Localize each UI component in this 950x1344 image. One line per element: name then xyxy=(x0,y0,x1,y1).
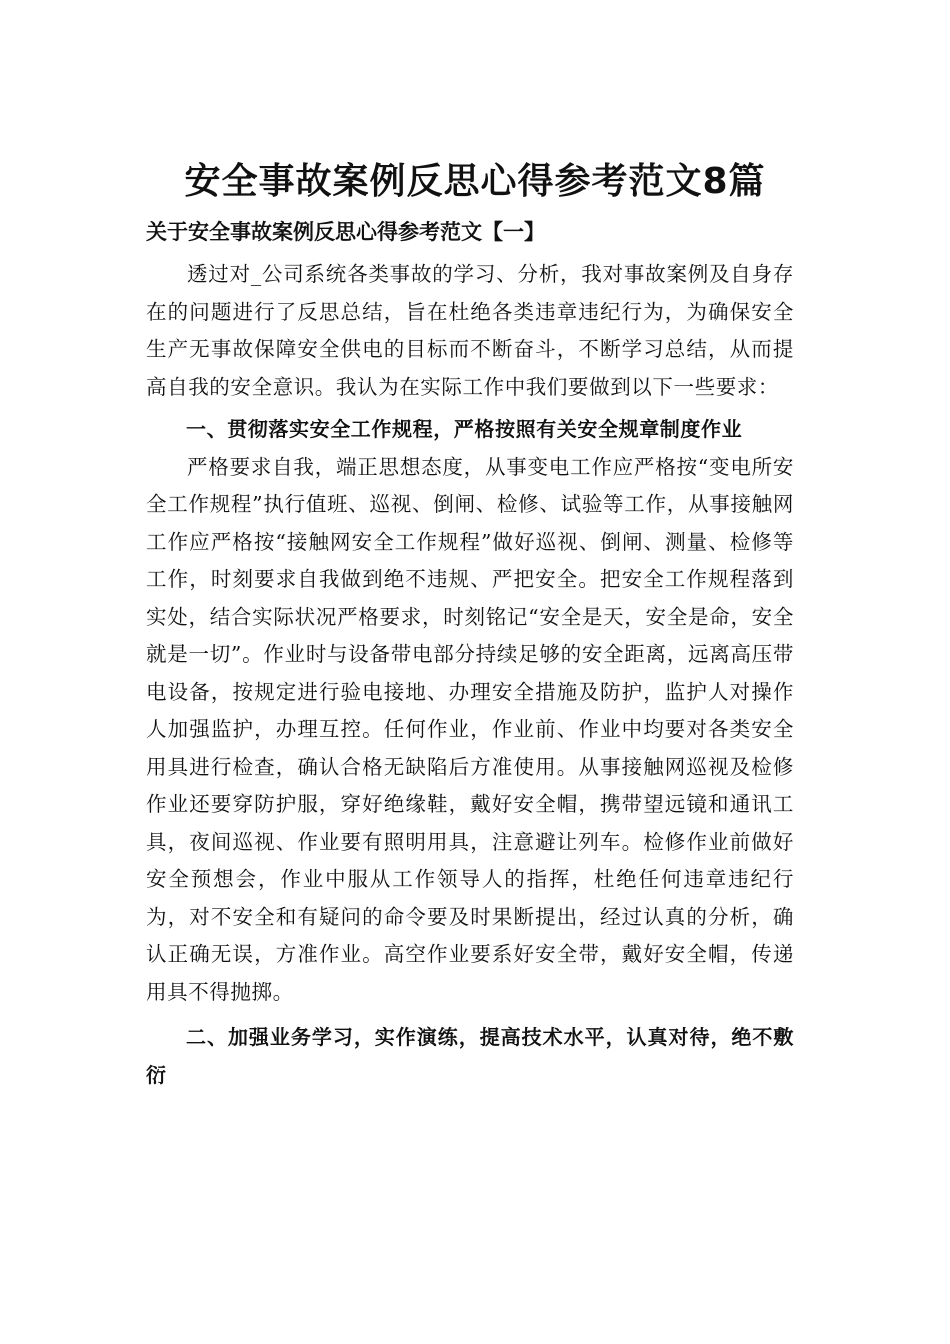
document-title: 安全事故案例反思心得参考范文8篇 xyxy=(184,161,766,202)
document-body xyxy=(146,212,794,1094)
body-paragraph-1: 严格要求自我，端正思想态度，从事变电工作应严格按“变电所安全工作规程”执行值班、巡视、倒闸、检修、试验等工作，从事接触网工作应严格按“接触网安全工作规程”做好巡视、倒闸、测量、检修等工作，时刻要求自我做到绝不违规、严把安全。把安全工作规程落到实处，结合实际状况严格要求，时刻铭记“安全是天，安全是命，安全就是一切”。作业时与设备带电部分持续足够的安全距离，远离高压带电设备，按规定进行验电接地、办理安全措施及防护，监护人对操作人加强监护，办理互控。任何作业，作业前、作业中均要对各类安全用具进行检查，确认合格无缺陷后方准使用。从事接触网巡视及检修作业还要穿防护服，穿好绝缘鞋，戴好安全帽，携带望远镜和通讯工具，夜间巡视、作业要有照明用具，注意避让列车。检修作业前做好安全预想会，作业中服从工作领导人的指挥，杜绝任何违章违纪行为，对不安全和有疑问的命令要及时果断提出，经过认真的分析，确认正确无误，方准作业。高空作业要系好安全带，戴好安全帽，传递用具不得抛掷。 xyxy=(146,454,794,1004)
section-heading-1: 一、贯彻落实安全工作规程，严格按照有关安全规章制度作业 xyxy=(186,417,743,441)
section-heading-2: 二、加强业务学习，实作演练，提高技术水平，认真对待，绝不敷衍 xyxy=(146,1025,794,1087)
intro-paragraph: 透过对_公司系统各类事故的学习、分析，我对事故案例及自身存在的问题进行了反思总结，旨在杜绝各类违章违纪行为，为确保安全生产无事故保障安全供电的目标而不断奋斗，不断学习总结，从而提高自我的安全意识。我认为在实际工作中我们要做到以下一些要求： xyxy=(146,262,794,399)
section-subtitle: 关于安全事故案例反思心得参考范文【一】 xyxy=(146,220,545,244)
